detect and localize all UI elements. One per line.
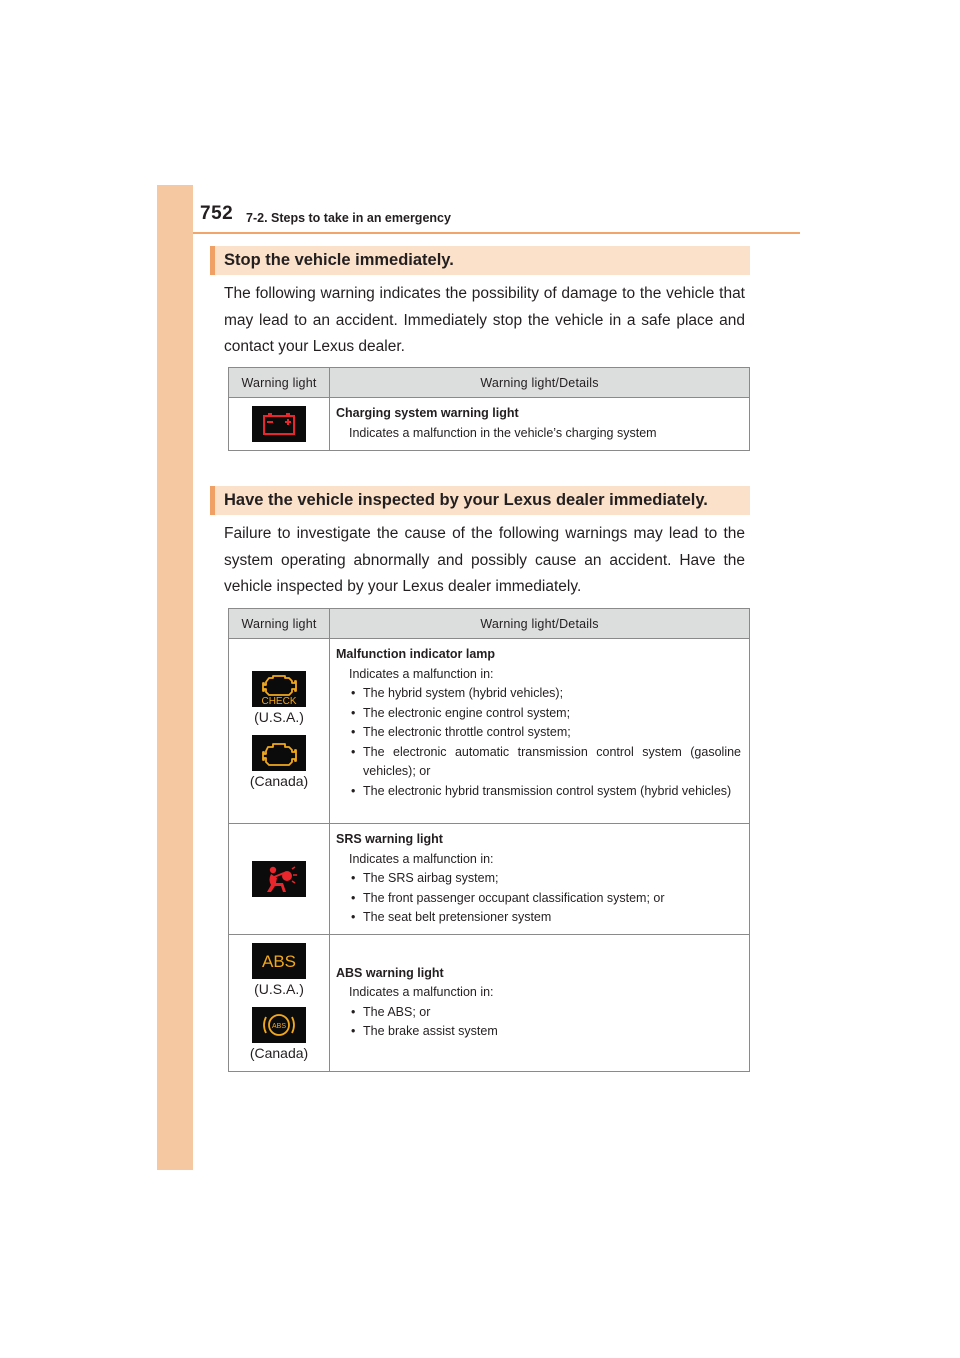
list-item: • The seat belt pretensioner system — [349, 908, 741, 928]
side-tab — [157, 185, 193, 1170]
abs-small-icon-text: ABS — [271, 1022, 287, 1030]
list-item: • The front passenger occupant classification system; or — [349, 889, 741, 909]
section-heading-inspect: Have the vehicle inspected by your Lexus dealer immediately. — [210, 486, 750, 515]
list-item: • The electronic automatic transmission control system (gasoline vehicles); or — [349, 743, 741, 782]
light-title: ABS warning light — [336, 965, 444, 980]
abs-circle-icon — [252, 1007, 306, 1043]
icon-cell — [229, 639, 330, 824]
section-heading-stop: Stop the vehicle immediately. — [210, 246, 750, 275]
detail-cell — [330, 639, 750, 824]
paragraph-inspect: Failure to investigate the cause of the following warnings may lead to the system operating abnormally and possibly cause an accident. Have the vehicle inspected by your Lexus dealer immediately. — [224, 525, 745, 595]
table-row — [229, 398, 750, 451]
list-item: • The brake assist system — [349, 1022, 741, 1042]
list-item: • The hybrid system (hybrid vehicles); — [349, 684, 741, 704]
light-title: Charging system warning light — [336, 406, 519, 420]
abs-text-icon — [252, 943, 306, 979]
bullet-list — [336, 869, 741, 928]
list-item: • The electronic hybrid transmission control system (hybrid vehicles) — [349, 782, 741, 802]
header-rule — [193, 232, 800, 234]
list-item: • The electronic throttle control system; — [349, 723, 741, 743]
icon-cell — [229, 934, 330, 1071]
battery-charging-icon — [252, 406, 306, 442]
icon-cell — [229, 398, 330, 451]
icon-cell — [229, 824, 330, 935]
light-description: Indicates a malfunction in the vehicle’s charging system — [349, 425, 657, 440]
table-header-row — [229, 368, 750, 398]
light-description: Indicates a malfunction in: — [349, 666, 494, 681]
table-row — [229, 934, 750, 1071]
table-header-row — [229, 609, 750, 639]
detail-cell — [330, 398, 750, 451]
bullet-list — [336, 1003, 741, 1042]
check-icon-text: CHECK — [261, 696, 297, 707]
list-item: • The electronic engine control system; — [349, 704, 741, 724]
list-item: • The ABS; or — [349, 1003, 741, 1023]
table-row — [229, 639, 750, 824]
chapter-title: 7-2. Steps to take in an emergency — [246, 211, 451, 225]
region-label-usa: (U.S.A.) — [254, 980, 304, 997]
light-description: Indicates a malfunction in: — [349, 851, 494, 866]
column-header-details: Warning light/Details — [330, 609, 750, 639]
bullet-list — [336, 684, 741, 801]
light-title: SRS warning light — [336, 832, 443, 846]
abs-icon-text: ABS — [261, 951, 297, 971]
column-header-warning-light: Warning light — [229, 609, 330, 639]
srs-airbag-icon — [252, 861, 306, 897]
engine-icon — [252, 735, 306, 771]
page-number: 752 — [200, 203, 234, 224]
warning-table-inspect — [228, 608, 750, 1072]
check-engine-icon — [252, 671, 306, 707]
region-label-canada: (Canada) — [249, 1044, 309, 1061]
region-label-canada: (Canada) — [249, 773, 309, 789]
warning-table-stop — [228, 367, 750, 451]
detail-cell — [330, 824, 750, 935]
column-header-warning-light: Warning light — [229, 368, 330, 398]
light-title: Malfunction indicator lamp — [336, 647, 496, 661]
paragraph-stop: The following warning indicates the possibility of damage to the vehicle that may lead to an accident. Immediately stop the vehicle in a safe place and contact your Lexus dealer. — [224, 285, 745, 355]
detail-cell — [330, 934, 750, 1071]
list-item: • The SRS airbag system; — [349, 869, 741, 889]
table-row — [229, 824, 750, 935]
region-label-usa: (U.S.A.) — [254, 709, 304, 725]
light-description: Indicates a malfunction in: — [349, 985, 494, 999]
column-header-details: Warning light/Details — [330, 368, 750, 398]
